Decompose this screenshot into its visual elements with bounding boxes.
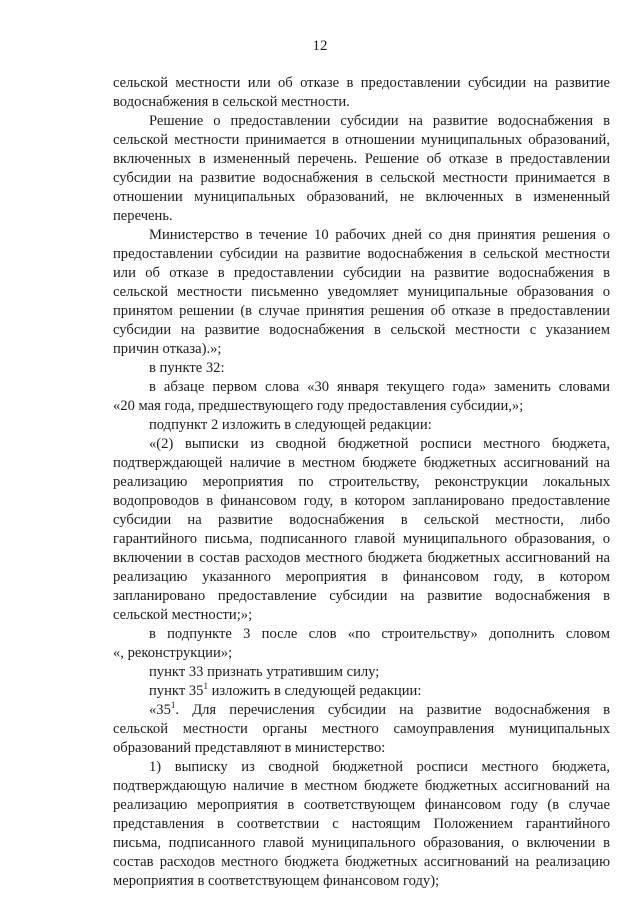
text-line: подпункт 2 изложить в следующей редакции:	[149, 417, 432, 433]
text-line: гарантийного письма, подписанного главой муниципального образования, о	[113, 531, 610, 547]
text-line: подтверждающую наличие в местном бюджете бюджетных ассигнований на	[113, 778, 610, 794]
text-line: в подпункте 3 после слов «по строительству» дополнить словом	[149, 626, 610, 642]
text-segment: изложить в следующей редакции:	[207, 683, 422, 699]
text-line: перечень.	[113, 208, 173, 224]
text-line: субсидии на развитие водоснабжения в сельской местности принимается в	[113, 170, 610, 186]
text-line: принятом решении (в случае принятия решения об отказе в предоставлении	[113, 303, 610, 319]
text-line: или об отказе в предоставлении субсидии на развитие водоснабжения в	[113, 265, 610, 281]
text-line: водоснабжения в сельской местности.	[113, 94, 350, 110]
text-line: запланировано предоставление субсидии на развитие водоснабжения в	[113, 588, 610, 604]
text-line: в абзаце первом слова «30 января текущего года» заменить словами	[149, 379, 610, 395]
text-line: предоставлении субсидии на развитие водоснабжения в сельской местности	[113, 246, 610, 262]
text-line: включении в состав расходов местного бюджета бюджетных ассигнований на	[113, 550, 610, 566]
text-line: письма, подписанного главой муниципального образования, о включении в	[113, 835, 610, 851]
text-line: мероприятия в соответствующем финансовом году);	[113, 873, 440, 889]
text-line: состав расходов местного бюджета бюджетных ассигнований на реализацию	[113, 854, 610, 870]
text-line: «(2) выписки из сводной бюджетной росписи местного бюджета,	[149, 436, 610, 452]
text-line: включенных в измененный перечень. Решение об отказе в предоставлении	[113, 151, 610, 167]
text-line: реализацию указанного мероприятия в финансовом году, в котором	[113, 569, 610, 585]
text-line: водопроводов в финансовом году, в котором запланировано предоставление	[113, 493, 610, 509]
page-number: 12	[312, 38, 328, 54]
text-segment: «35	[149, 702, 171, 718]
superscript: 1	[203, 681, 208, 692]
text-line	[149, 682, 421, 701]
text-line: сельской местности принимается в отношении муниципальных образований,	[113, 132, 610, 148]
text-line: «, реконструкции»;	[113, 645, 233, 661]
text-line: подтверждающей наличие в местном бюджете бюджетных ассигнований на	[113, 455, 610, 471]
text-line: отношении муниципальных образований, не включенных в измененный	[113, 189, 610, 205]
text-line: сельской местности;»;	[113, 607, 253, 623]
text-segment: пункт 35	[149, 683, 204, 699]
text-line: сельской местности или об отказе в предоставлении субсидии на развитие	[113, 75, 610, 91]
text-line: сельской местности органы местного самоуправления муниципальных	[113, 721, 610, 737]
text-line: «20 мая года, предшествующего году предоставления субсидии,»;	[113, 398, 524, 414]
text-line: реализацию мероприятия в соответствующем финансовом году (в случае	[113, 797, 610, 813]
text-line: 1) выписку из сводной бюджетной росписи местного бюджета,	[149, 759, 610, 775]
superscript: 1	[170, 700, 176, 711]
text-line: причин отказа).»;	[113, 341, 222, 357]
text-segment: . Для перечисления субсидии на развитие водоснабжения в	[175, 702, 610, 718]
text-line: Министерство в течение 10 рабочих дней со дня принятия решения о	[149, 227, 610, 243]
text-line	[149, 701, 610, 720]
text-line: образований представляют в министерство:	[113, 740, 386, 756]
text-line: в пункте 32:	[149, 360, 225, 376]
text-line: реализацию мероприятия по строительству, реконструкции локальных	[113, 474, 610, 490]
text-line: Решение о предоставлении субсидии на развитие водоснабжения в	[149, 113, 610, 129]
text-line: представления в соответствии с настоящим Положением гарантийного	[113, 816, 610, 832]
text-line: пункт 33 признать утратившим силу;	[149, 664, 380, 680]
text-line: сельской местности письменно уведомляет муниципальные образования о	[113, 284, 610, 300]
text-line: субсидии на развитие водоснабжения в сельской местности с указанием	[113, 322, 610, 338]
text-line: субсидии на развитие водоснабжения в сельской местности, либо	[113, 512, 610, 528]
